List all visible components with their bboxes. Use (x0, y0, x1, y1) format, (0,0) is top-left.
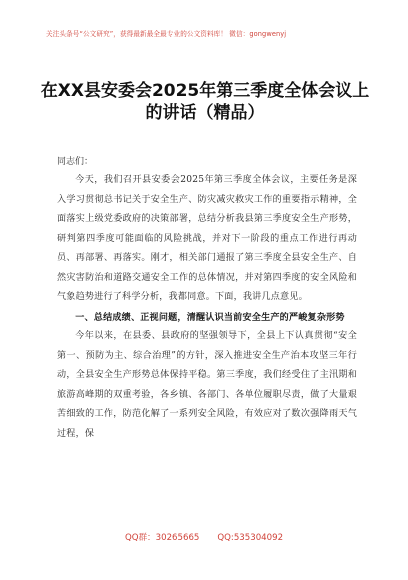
body-paragraph-intro: 今天，我们召开县安委会2025年第三季度全体会议，主要任务是深入学习贯彻总书记关于安全生产、防灾减灾救灾工作的重要指示精神，全面落实上级党委政府的决策部署，总结分析我县第三季度安全生产形势，研判第四季度可能面临的风险挑战，并对下一阶段的重点工作进行再动员、再部署、再落实。刚才，相关部门通报了第三季度全县安全生产、自然灾害防治和道路交通安全工作的总体情况，并对第四季度的安全风险和气象趋势进行了科学分析，我都同意。下面，我讲几点意见。 (57, 175, 357, 302)
footer-qq-number: QQ:535304092 (217, 533, 284, 543)
footer-qq-group: QQ群：30265665 (124, 533, 200, 543)
contact-footer (0, 531, 408, 543)
document-title: 在XX县安委会2025年第三季度全体会议上的讲话（精品） (40, 81, 370, 123)
salutation: 同志们： (57, 157, 94, 167)
document-body (57, 171, 357, 444)
body-paragraph-section-1: 今年以来，在县委、县政府的坚强领导下，全县上下认真贯彻“安全第一、预防为主、综合治理”的方针，深入推进安全生产治本攻坚三年行动，全县安全生产形势总体保持平稳。第三季度，我们经受住了主汛期和旅游高峰期的双重考验，各乡镇、各部门、各单位履职尽责，做了大量艰苦细致的工作，防范化解了一系列安全风险，有效应对了数次强降雨天气过程，保 (57, 331, 357, 439)
section-heading-1: 一、总结成绩、正视问题，清醒认识当前安全生产的严峻复杂形势 (75, 311, 345, 323)
promo-banner: 关注头条号“公文研究”，获得最新最全最专业的公文资料库！ 微信：gongwenyj (46, 30, 287, 38)
